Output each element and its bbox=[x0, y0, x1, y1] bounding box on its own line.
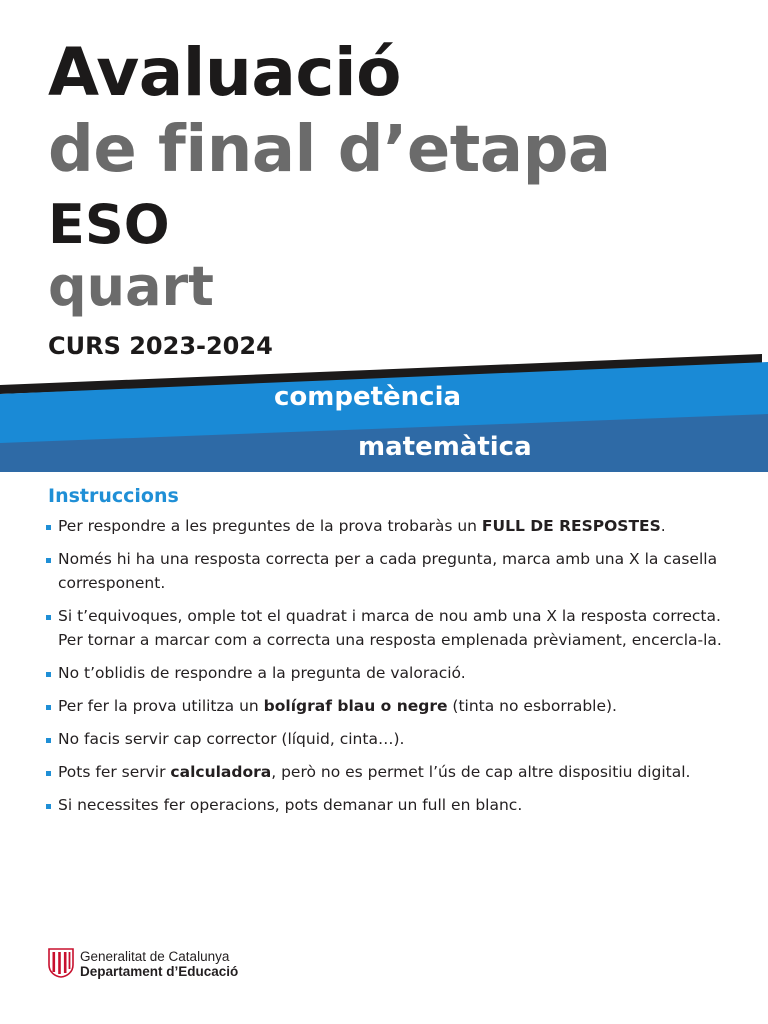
list-item bbox=[46, 514, 736, 538]
list-item bbox=[46, 793, 736, 817]
education-level: ESO bbox=[48, 193, 170, 256]
subject-line1: competència bbox=[274, 382, 462, 412]
footer-organization bbox=[48, 948, 308, 982]
bullet-icon bbox=[46, 558, 51, 563]
list-item bbox=[46, 547, 736, 595]
item-text-after: . bbox=[660, 517, 666, 535]
title-main: Avaluació bbox=[48, 34, 402, 111]
item-text: Pots fer servir bbox=[58, 763, 171, 781]
list-item bbox=[46, 694, 736, 718]
item-text: Si t’equivoques, omple tot el quadrat i marca de nou amb una X la resposta correcta. Per tornar a marcar com a correcta una resposta emplenada prèviament, encercla-la. bbox=[58, 607, 722, 649]
bullet-icon bbox=[46, 525, 51, 530]
bullet-icon bbox=[46, 705, 51, 710]
bullet-icon bbox=[46, 738, 51, 743]
list-item bbox=[46, 604, 736, 652]
bullet-icon bbox=[46, 672, 51, 677]
instructions-heading: Instruccions bbox=[48, 485, 179, 507]
item-bold-text: calculadora bbox=[170, 763, 272, 781]
item-bold-text: FULL DE RESPOSTES bbox=[481, 517, 661, 535]
item-bold-text: bolígraf blau o negre bbox=[263, 697, 448, 715]
subject-line2: matemàtica bbox=[358, 432, 532, 462]
bullet-icon bbox=[46, 804, 51, 809]
item-text: No t’oblidis de respondre a la pregunta de valoració. bbox=[58, 664, 466, 682]
department-name: Departament d’Educació bbox=[80, 964, 239, 979]
item-text: Per fer la prova utilitza un bbox=[58, 697, 264, 715]
school-year: CURS 2023-2024 bbox=[48, 332, 273, 360]
item-text: Només hi ha una resposta correcta per a cada pregunta, marca amb una X la casella corresponent. bbox=[58, 550, 718, 592]
list-item bbox=[46, 727, 736, 751]
bullet-icon bbox=[46, 771, 51, 776]
bullet-icon bbox=[46, 615, 51, 620]
title-subtitle: de final d’etapa bbox=[48, 113, 611, 187]
list-item bbox=[46, 760, 736, 784]
item-text: No facis servir cap corrector (líquid, cinta…). bbox=[58, 730, 405, 748]
instructions-list bbox=[46, 514, 736, 826]
organization-name: Generalitat de Catalunya bbox=[80, 949, 230, 964]
course-level: quart bbox=[48, 255, 214, 318]
item-text-after: , però no es permet l’ús de cap altre dispositiu digital. bbox=[271, 763, 691, 781]
item-text-after: (tinta no esborrable). bbox=[447, 697, 617, 715]
list-item bbox=[46, 661, 736, 685]
item-text: Per respondre a les preguntes de la prova trobaràs un bbox=[58, 517, 482, 535]
item-text: Si necessites fer operacions, pots demanar un full en blanc. bbox=[58, 796, 523, 814]
generalitat-logo-icon bbox=[48, 948, 74, 978]
